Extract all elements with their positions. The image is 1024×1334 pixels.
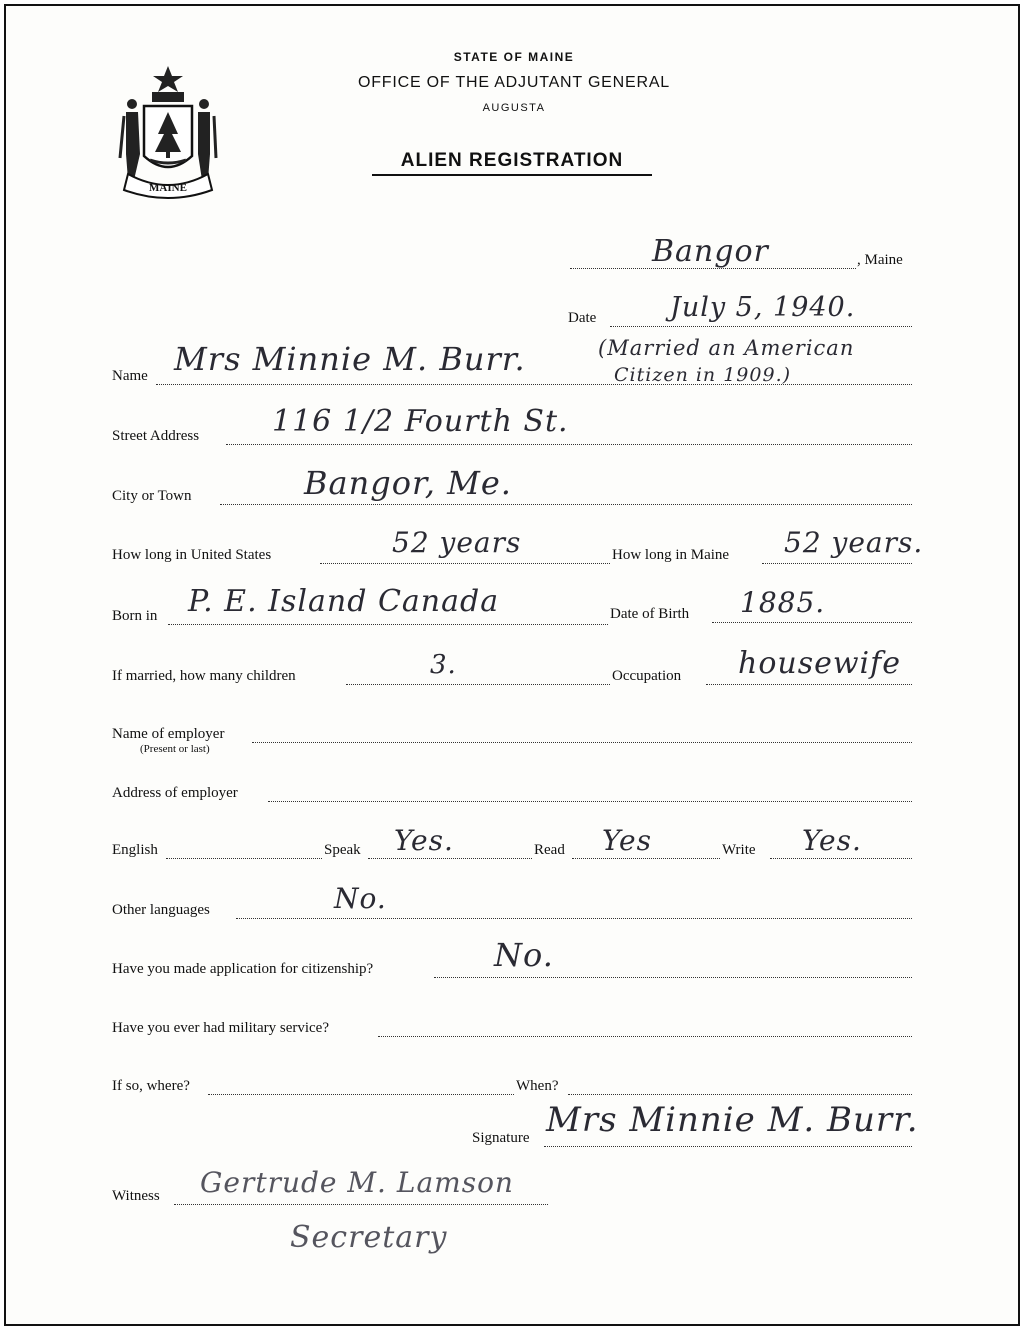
name-label: Name <box>112 368 148 384</box>
occupation-label: Occupation <box>612 668 682 684</box>
signature-label: Signature <box>472 1130 530 1146</box>
street-line <box>226 444 912 445</box>
when-line <box>568 1094 912 1095</box>
witness-value: Gertrude M. Lamson <box>200 1166 514 1199</box>
svg-text:MAINE: MAINE <box>149 182 187 194</box>
citizenship-label: Have you made application for citizenship? <box>112 961 374 977</box>
state-heading: STATE OF MAINE <box>453 50 575 64</box>
military-label: Have you ever had military service? <box>112 1020 329 1036</box>
children-label: If married, how many children <box>112 668 296 684</box>
children-line <box>346 684 610 685</box>
how-long-maine-line <box>762 563 912 564</box>
name-note-line-2: Citizen in 1909.) <box>614 364 792 386</box>
date-line <box>610 326 912 327</box>
english-label: English <box>112 842 158 858</box>
town-value: Bangor <box>652 234 769 269</box>
dob-value: 1885. <box>740 586 826 619</box>
military-line <box>378 1036 912 1037</box>
when-label: When? <box>516 1078 559 1094</box>
street-label: Street Address <box>112 428 200 444</box>
write-line <box>770 858 912 859</box>
witness-label: Witness <box>112 1188 160 1204</box>
citizenship-line <box>434 977 912 978</box>
city-heading: AUGUSTA <box>482 102 546 114</box>
witness-title-value: Secretary <box>290 1220 448 1255</box>
occupation-value: housewife <box>738 646 901 681</box>
other-languages-line <box>236 918 912 919</box>
where-label: If so, where? <box>112 1078 190 1094</box>
employer-name-line <box>252 742 912 743</box>
how-long-us-label: How long in United States <box>112 547 272 563</box>
speak-line <box>368 858 532 859</box>
read-label: Read <box>534 842 565 858</box>
other-languages-value: No. <box>334 882 387 915</box>
born-in-label: Born in <box>112 608 158 624</box>
how-long-us-line <box>320 563 610 564</box>
form-title: ALIEN REGISTRATION <box>372 150 652 176</box>
employer-name-label: Name of employer <box>112 726 225 742</box>
how-long-maine-label: How long in Maine <box>612 547 730 563</box>
born-in-line <box>168 624 608 625</box>
read-value: Yes <box>602 824 652 857</box>
maine-label: , Maine <box>857 252 903 268</box>
office-heading: OFFICE OF THE ADJUTANT GENERAL <box>357 74 671 91</box>
employer-address-line <box>268 801 912 802</box>
speak-label: Speak <box>324 842 361 858</box>
children-value: 3. <box>430 650 457 680</box>
read-line <box>572 858 720 859</box>
city-label: City or Town <box>112 488 192 504</box>
dob-line <box>712 622 912 623</box>
date-label: Date <box>568 310 597 326</box>
city-value: Bangor, Me. <box>304 464 512 502</box>
employer-address-label: Address of employer <box>112 785 238 801</box>
name-note-line-1: (Married an American <box>598 336 855 360</box>
dob-label: Date of Birth <box>610 606 690 622</box>
how-long-us-value: 52 years <box>392 526 522 559</box>
write-label: Write <box>722 842 756 858</box>
city-line <box>220 504 912 505</box>
occupation-line <box>706 684 912 685</box>
witness-line <box>174 1204 548 1205</box>
english-line <box>166 858 322 859</box>
write-value: Yes. <box>802 824 862 857</box>
date-value: July 5, 1940. <box>670 292 856 323</box>
name-value: Mrs Minnie M. Burr. <box>174 340 526 378</box>
signature-value: Mrs Minnie M. Burr. <box>546 1100 919 1140</box>
where-line <box>208 1094 514 1095</box>
born-in-value: P. E. Island Canada <box>188 584 500 619</box>
registration-form <box>4 4 1020 1326</box>
how-long-maine-value: 52 years. <box>784 526 924 559</box>
street-value: 116 1/2 Fourth St. <box>272 404 569 439</box>
other-languages-label: Other languages <box>112 902 210 918</box>
speak-value: Yes. <box>394 824 454 857</box>
citizenship-value: No. <box>494 936 554 974</box>
signature-line <box>544 1146 912 1147</box>
employer-name-note: (Present or last) <box>140 743 210 755</box>
name-line <box>156 384 912 385</box>
